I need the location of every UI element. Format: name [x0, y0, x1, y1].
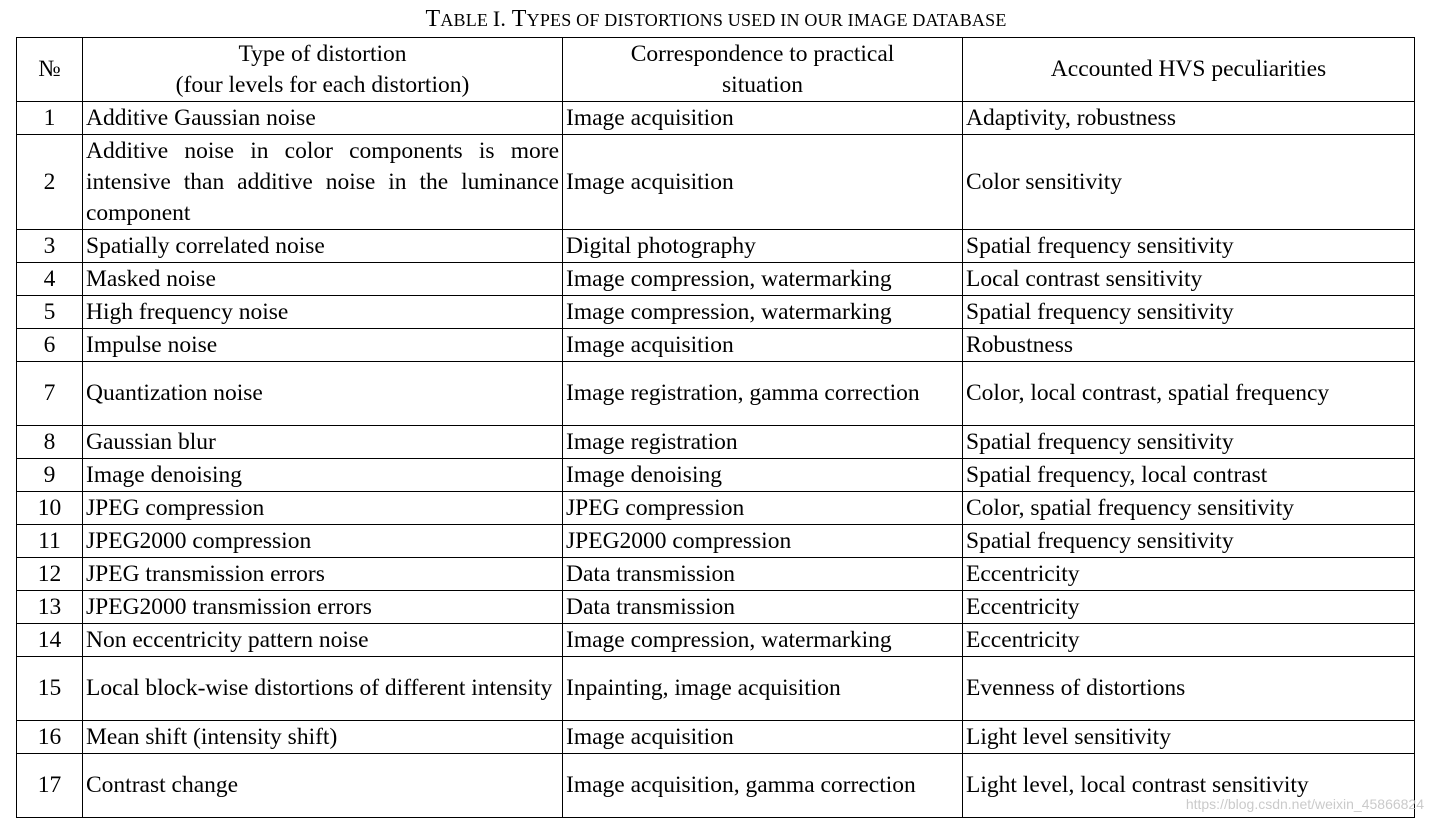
practical-situation-cell: Image acquisition, gamma correction: [563, 754, 963, 818]
table-row: [17, 591, 1415, 624]
practical-situation-cell: Image acquisition: [563, 329, 963, 362]
hvs-peculiarity-cell: Spatial frequency sensitivity: [963, 296, 1415, 329]
hvs-peculiarity-cell: Spatial frequency sensitivity: [963, 230, 1415, 263]
row-number-cell: 7: [17, 362, 83, 426]
practical-situation-cell: Image acquisition: [563, 102, 963, 135]
distortion-type-cell: High frequency noise: [83, 296, 563, 329]
table-row: [17, 426, 1415, 459]
hvs-peculiarity-cell: Eccentricity: [963, 558, 1415, 591]
table-row: [17, 263, 1415, 296]
practical-situation-cell: Image registration, gamma correction: [563, 362, 963, 426]
header-correspondence-line1: Correspondence to practical: [630, 40, 895, 67]
distortion-type-cell: Local block-wise distortions of different intensity: [83, 657, 563, 721]
table-row: [17, 721, 1415, 754]
hvs-peculiarity-cell: Eccentricity: [963, 624, 1415, 657]
practical-situation-cell: Image compression, watermarking: [563, 263, 963, 296]
distortion-type-cell: Additive noise in color components is more intensive than additive noise in the luminance component: [83, 135, 563, 230]
watermark: https://blog.csdn.net/weixin_45866824: [1185, 796, 1424, 812]
distortion-type-cell: Additive Gaussian noise: [83, 102, 563, 135]
row-number-cell: 1: [17, 102, 83, 135]
distortion-type-cell: Spatially correlated noise: [83, 230, 563, 263]
distortion-type-cell: JPEG2000 transmission errors: [83, 591, 563, 624]
header-type-of-distortion: [83, 38, 563, 102]
table-row: [17, 102, 1415, 135]
header-type-line2: (four levels for each distortion): [175, 71, 470, 98]
distortion-type-cell: Mean shift (intensity shift): [83, 721, 563, 754]
row-number-cell: 16: [17, 721, 83, 754]
hvs-peculiarity-cell: Color, spatial frequency sensitivity: [963, 492, 1415, 525]
row-number-cell: 15: [17, 657, 83, 721]
hvs-peculiarity-cell: Spatial frequency sensitivity: [963, 426, 1415, 459]
header-correspondence-line2: situation: [722, 71, 803, 98]
practical-situation-cell: Data transmission: [563, 558, 963, 591]
practical-situation-cell: Image compression, watermarking: [563, 624, 963, 657]
table-row: [17, 459, 1415, 492]
row-number-cell: 17: [17, 754, 83, 818]
row-number-cell: 14: [17, 624, 83, 657]
table-header-row: [17, 38, 1415, 102]
hvs-peculiarity-cell: Light level, local contrast sensitivity: [963, 754, 1415, 818]
table-row: [17, 657, 1415, 721]
table-row: [17, 296, 1415, 329]
hvs-peculiarity-cell: Spatial frequency sensitivity: [963, 525, 1415, 558]
hvs-peculiarity-cell: Robustness: [963, 329, 1415, 362]
table-body: [17, 102, 1415, 818]
caption-initial: T: [425, 6, 441, 32]
distortion-type-cell: Non eccentricity pattern noise: [83, 624, 563, 657]
header-hvs-peculiarities: Accounted HVS peculiarities: [963, 38, 1415, 102]
hvs-peculiarity-cell: Light level sensitivity: [963, 721, 1415, 754]
hvs-peculiarity-cell: Evenness of distortions: [963, 657, 1415, 721]
distortion-type-cell: JPEG2000 compression: [83, 525, 563, 558]
practical-situation-cell: Data transmission: [563, 591, 963, 624]
row-number-cell: 8: [17, 426, 83, 459]
practical-situation-cell: Image denoising: [563, 459, 963, 492]
distortion-type-cell: Quantization noise: [83, 362, 563, 426]
row-number-cell: 3: [17, 230, 83, 263]
table-row: [17, 230, 1415, 263]
table-caption: [0, 6, 1432, 33]
practical-situation-cell: Image acquisition: [563, 135, 963, 230]
hvs-peculiarity-cell: Eccentricity: [963, 591, 1415, 624]
table-row: [17, 525, 1415, 558]
distortion-type-cell: Contrast change: [83, 754, 563, 818]
row-number-cell: 10: [17, 492, 83, 525]
caption-number: I.: [492, 6, 512, 31]
distortion-type-cell: Impulse noise: [83, 329, 563, 362]
distortion-type-cell: Masked noise: [83, 263, 563, 296]
row-number-cell: 6: [17, 329, 83, 362]
table-row: [17, 624, 1415, 657]
hvs-peculiarity-cell: Local contrast sensitivity: [963, 263, 1415, 296]
row-number-cell: 5: [17, 296, 83, 329]
caption-title: YPES OF DISTORTIONS USED IN OUR IMAGE DATABASE: [526, 10, 1007, 30]
row-number-cell: 13: [17, 591, 83, 624]
table-row: [17, 135, 1415, 230]
row-number-cell: 4: [17, 263, 83, 296]
practical-situation-cell: Image acquisition: [563, 721, 963, 754]
header-correspondence: [563, 38, 963, 102]
table-row: [17, 329, 1415, 362]
practical-situation-cell: JPEG2000 compression: [563, 525, 963, 558]
practical-situation-cell: Image registration: [563, 426, 963, 459]
table-row: [17, 492, 1415, 525]
table-row: [17, 558, 1415, 591]
distortion-type-cell: Gaussian blur: [83, 426, 563, 459]
row-number-cell: 11: [17, 525, 83, 558]
hvs-peculiarity-cell: Color, local contrast, spatial frequency: [963, 362, 1415, 426]
header-type-line1: Type of distortion: [238, 40, 407, 67]
caption-table-word: ABLE: [440, 10, 493, 30]
caption-title-initial: T: [511, 6, 527, 32]
distortion-type-cell: JPEG transmission errors: [83, 558, 563, 591]
distortion-type-cell: Image denoising: [83, 459, 563, 492]
distortion-type-cell: JPEG compression: [83, 492, 563, 525]
practical-situation-cell: JPEG compression: [563, 492, 963, 525]
hvs-peculiarity-cell: Color sensitivity: [963, 135, 1415, 230]
table-row: [17, 362, 1415, 426]
row-number-cell: 9: [17, 459, 83, 492]
practical-situation-cell: Digital photography: [563, 230, 963, 263]
distortion-types-table: [16, 37, 1415, 818]
practical-situation-cell: Image compression, watermarking: [563, 296, 963, 329]
row-number-cell: 2: [17, 135, 83, 230]
row-number-cell: 12: [17, 558, 83, 591]
practical-situation-cell: Inpainting, image acquisition: [563, 657, 963, 721]
header-number: №: [17, 38, 83, 102]
hvs-peculiarity-cell: Adaptivity, robustness: [963, 102, 1415, 135]
hvs-peculiarity-cell: Spatial frequency, local contrast: [963, 459, 1415, 492]
